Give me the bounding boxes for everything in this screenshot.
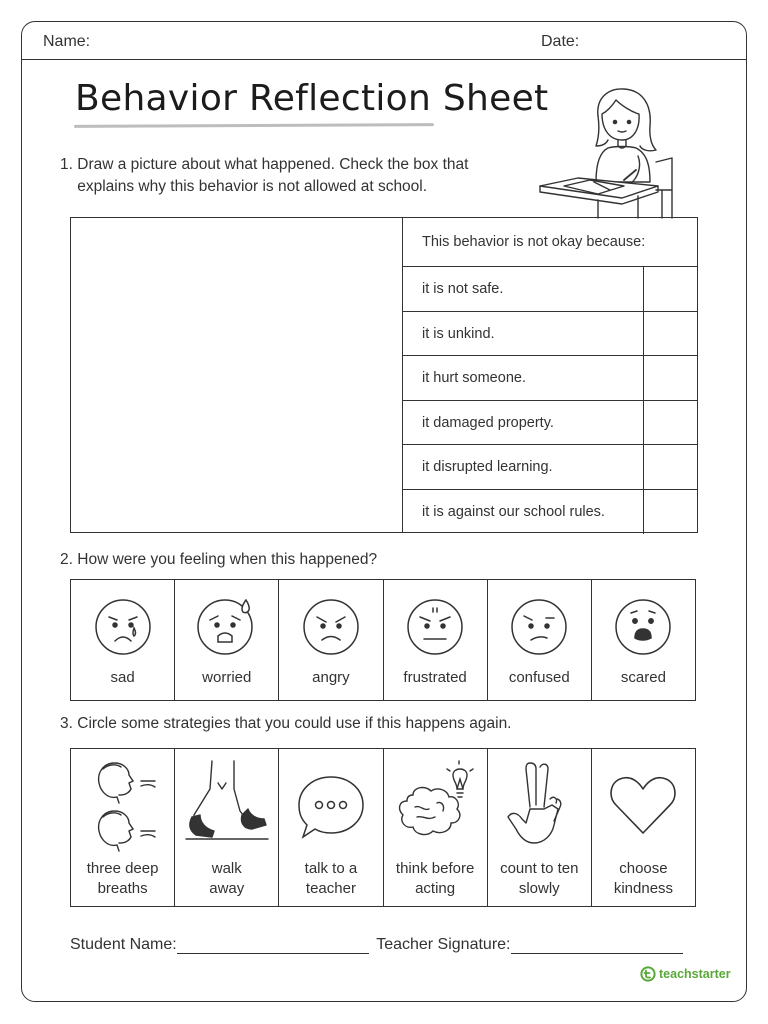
question-1 bbox=[60, 154, 468, 198]
reason-checkbox-damaged-property[interactable] bbox=[643, 401, 697, 445]
question-2-text: How were you feeling when this happened? bbox=[77, 551, 378, 568]
strategy-label-line1: walk bbox=[211, 860, 242, 877]
signature-row bbox=[70, 936, 683, 954]
reason-label: it is not safe. bbox=[422, 281, 504, 297]
student-at-desk-illustration bbox=[538, 86, 688, 220]
question-2 bbox=[60, 549, 377, 571]
strategy-option-count-to-ten[interactable] bbox=[488, 749, 592, 906]
strategy-label-line2: acting bbox=[415, 880, 456, 897]
page-title: Behavior Reflection Sheet bbox=[75, 78, 549, 119]
strategy-label-line1: three deep bbox=[86, 860, 159, 877]
student-name-label: Student Name: bbox=[70, 936, 177, 953]
feeling-label: angry bbox=[312, 669, 350, 686]
reason-row-disrupted-learning bbox=[403, 445, 697, 490]
feeling-option-sad[interactable] bbox=[71, 580, 175, 700]
reason-checkbox-school-rules[interactable] bbox=[643, 490, 697, 535]
strategy-label bbox=[279, 859, 382, 899]
breathing-icon bbox=[85, 759, 161, 853]
strategy-option-choose-kindness[interactable] bbox=[592, 749, 695, 906]
counting-hand-icon bbox=[504, 759, 574, 849]
strategy-label-line1: talk to a bbox=[304, 860, 358, 877]
strategy-option-think-before-acting[interactable] bbox=[384, 749, 488, 906]
strategy-label-line1: think before bbox=[395, 860, 475, 877]
feeling-label: worried bbox=[202, 669, 252, 686]
reason-label: it is against our school rules. bbox=[422, 503, 605, 520]
question-1-text-line2: explains why this behavior is not allowed at school. bbox=[77, 178, 428, 195]
reason-checkbox-not-safe[interactable] bbox=[643, 267, 697, 311]
question-1-number: 1. bbox=[60, 156, 73, 173]
feeling-option-frustrated[interactable] bbox=[384, 580, 488, 700]
feeling-label: frustrated bbox=[403, 669, 467, 686]
brain-lightbulb-icon bbox=[393, 759, 477, 843]
feeling-label: confused bbox=[508, 669, 570, 686]
feelings-strip bbox=[70, 579, 696, 701]
strategy-label bbox=[592, 859, 695, 899]
teacher-signature-line[interactable] bbox=[511, 937, 683, 954]
heart-icon bbox=[608, 771, 678, 841]
strategy-option-deep-breaths[interactable] bbox=[71, 749, 175, 906]
reasons-heading: This behavior is not okay because: bbox=[403, 218, 697, 267]
reason-row-not-safe bbox=[403, 267, 697, 312]
behavior-table bbox=[70, 217, 698, 533]
feeling-option-scared[interactable] bbox=[592, 580, 695, 700]
date-label: Date: bbox=[541, 33, 580, 50]
drawing-area[interactable] bbox=[71, 218, 403, 532]
reason-checkbox-disrupted-learning[interactable] bbox=[643, 445, 697, 489]
brand-name: teachstarter bbox=[659, 967, 731, 981]
brand-logo bbox=[640, 966, 731, 982]
feeling-label: sad bbox=[110, 669, 135, 686]
strategy-option-walk-away[interactable] bbox=[175, 749, 279, 906]
strategy-label-line2: breaths bbox=[97, 880, 148, 897]
frustrated-face-icon bbox=[406, 598, 464, 656]
reason-label: it hurt someone. bbox=[422, 370, 526, 386]
question-1-text-line1: Draw a picture about what happened. Check the box that bbox=[77, 156, 469, 173]
strategy-label bbox=[175, 859, 278, 899]
strategy-label bbox=[71, 859, 174, 899]
strategy-label-line2: kindness bbox=[613, 880, 674, 897]
sad-face-icon bbox=[94, 598, 152, 656]
question-3 bbox=[60, 713, 512, 735]
reason-row-school-rules bbox=[403, 490, 697, 535]
reason-row-damaged-property bbox=[403, 401, 697, 446]
confused-face-icon bbox=[510, 598, 568, 656]
teacher-signature-label: Teacher Signature: bbox=[376, 936, 511, 953]
header-divider bbox=[21, 59, 747, 60]
walking-legs-icon bbox=[182, 759, 272, 845]
strategy-label-line1: count to ten bbox=[500, 860, 579, 877]
strategy-label-line2: slowly bbox=[518, 880, 560, 897]
feeling-label: scared bbox=[620, 669, 666, 686]
reason-row-hurt-someone bbox=[403, 356, 697, 401]
reason-checkbox-unkind[interactable] bbox=[643, 312, 697, 356]
teachstarter-logo-icon bbox=[640, 966, 656, 982]
reason-checkbox-hurt-someone[interactable] bbox=[643, 356, 697, 400]
strategies-strip bbox=[70, 748, 696, 907]
strategy-label-line2: away bbox=[209, 880, 245, 897]
feeling-option-confused[interactable] bbox=[488, 580, 592, 700]
question-3-number: 3. bbox=[60, 715, 73, 732]
reason-label: it disrupted learning. bbox=[422, 459, 553, 475]
scared-face-icon bbox=[614, 598, 672, 656]
question-2-number: 2. bbox=[60, 551, 73, 568]
reason-label: it is unkind. bbox=[422, 325, 495, 342]
speech-bubble-icon bbox=[293, 767, 369, 847]
reason-row-unkind bbox=[403, 312, 697, 357]
angry-face-icon bbox=[302, 598, 360, 656]
question-3-text: Circle some strategies that you could use if this happens again. bbox=[77, 715, 512, 732]
student-name-line[interactable] bbox=[177, 937, 369, 954]
strategy-label-line1: choose bbox=[619, 860, 668, 877]
name-label: Name: bbox=[43, 33, 91, 50]
feeling-option-angry[interactable] bbox=[279, 580, 383, 700]
reason-label: it damaged property. bbox=[422, 414, 554, 431]
strategy-label bbox=[488, 859, 591, 899]
strategy-label bbox=[384, 859, 487, 899]
feeling-option-worried[interactable] bbox=[175, 580, 279, 700]
strategy-label-line2: teacher bbox=[305, 880, 356, 897]
worried-face-icon bbox=[196, 598, 258, 656]
strategy-option-talk-to-teacher[interactable] bbox=[279, 749, 383, 906]
